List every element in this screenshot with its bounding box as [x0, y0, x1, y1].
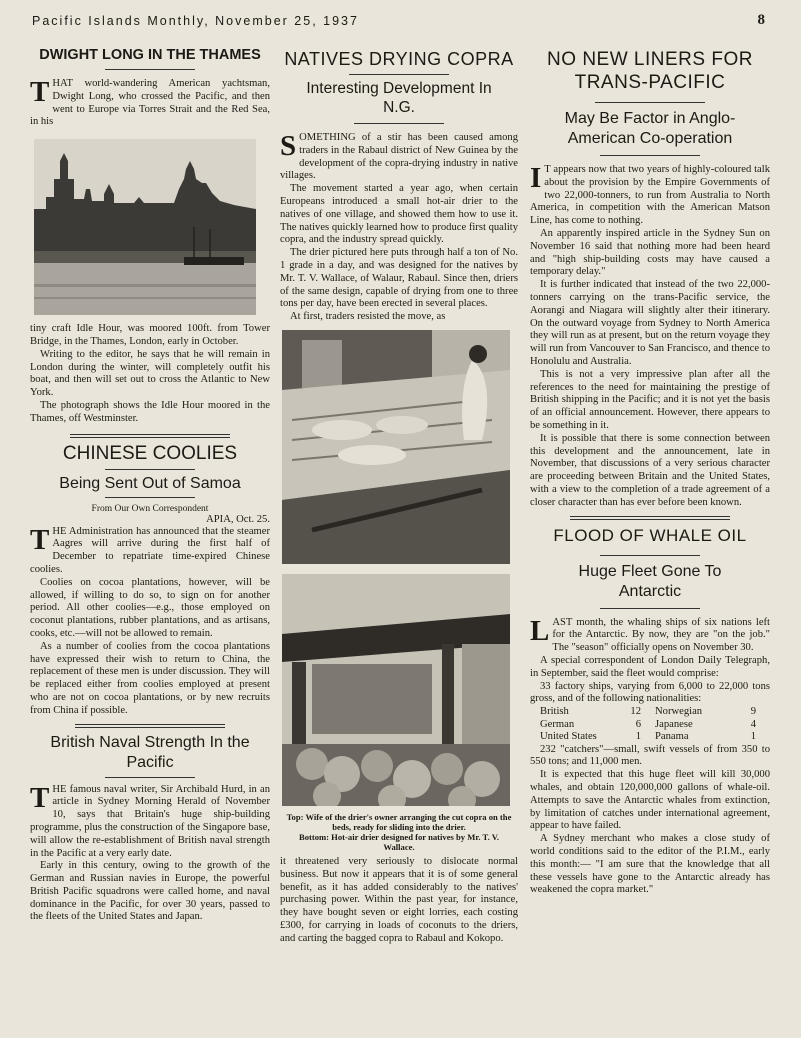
- masthead: Pacific Islands Monthly, November 25, 1937: [32, 14, 359, 28]
- nation-count: 9: [750, 706, 756, 718]
- paragraph: Early in this century, owing to the growth of the German and Russian navies in Europe, the powerful British Pacific squadrons were called home, and naval dominance in the Pacific, for over 30 years, passed to the fleets of the United States and Japan.: [30, 860, 270, 923]
- lead-paragraph: HE famous naval writer, Sir Archibald Hurd, in an article in Sydney Morning Herald of November 10, says that Britain's huge ship-building programme, plus the construction of the Singapore base, will allow the re-establishment of British naval strength in the Pacific at a very early date.: [30, 783, 270, 859]
- caption-bottom: Bottom: Hot-air drier designed for natives by Mr. T. V. Wallace.: [298, 831, 500, 852]
- paragraph: A Sydney merchant who makes a close study of world conditions said to the editor of the P.I.M., early this month:— "I am sure that the knowledge that all these vessels have gone to the Antarctic already has weakened the copra market.": [530, 833, 770, 896]
- paragraph: The drier pictured here puts through half a ton of No. 1 grade in a day, and was designed for the natives by Mr. T. V. Wallace, of Walaur, Rabaul. Since then, driers of the same design, capable of drying from one to three tons per day, have been erected in several places.: [280, 247, 518, 310]
- paragraph: It is possible that there is some connection between this development and the announcement, late in November, that discussions of a very serious character are proceeding between Britain and the United States, with a view to the completion of a trade agreement of a closer character than has ever before been known.: [530, 432, 770, 508]
- paragraph: Writing to the editor, he says that he will remain in London during the winter, will completely outfit his boat, and then will set out to cross the Atlantic to New York.: [30, 348, 270, 399]
- table-row: [540, 706, 770, 719]
- nation-count: 1: [750, 731, 756, 743]
- paragraph: As a number of coolies from the cocoa plantations have expressed their wish to return to China, the replacement of these men is under discussion. They will be replaced either from coolies employed at present who are not on cocoa plantations, or by new recruits from China if possible.: [30, 640, 270, 716]
- paragraph: 33 factory ships, varying from 6,000 to 22,000 tons gross, and of the following nationalities:: [530, 680, 770, 705]
- paragraph: At first, traders resisted the move, as: [290, 311, 446, 323]
- nations-table: [540, 706, 770, 744]
- drop-cap: T: [30, 523, 50, 556]
- photo-copra-beds: [282, 330, 510, 564]
- headline: CHINESE COOLIES: [62, 442, 238, 464]
- headline: NATIVES DRYING COPRA: [284, 49, 514, 69]
- column-right: [530, 40, 770, 897]
- article-chinese-coolies: [30, 434, 270, 718]
- paragraph: It is expected that this huge fleet will kill 30,000 whales, and obtain 120,000,000 gallons of whale-oil. Attempts to save the Antarctic whales from extinction, by limitation of catches under international agreement, appear to have failed.: [530, 769, 770, 832]
- divider: [595, 102, 705, 103]
- nation-count: 12: [630, 706, 641, 718]
- divider: [75, 724, 225, 728]
- lead-paragraph: OMETHING of a stir has been caused among traders in the Rabaul district of New Guinea by the development of the copra-drying industry in native villages.: [280, 132, 518, 182]
- headline: DWIGHT LONG IN THE THAMES: [39, 47, 261, 63]
- drop-cap: T: [30, 76, 50, 108]
- drop-cap: L: [530, 614, 550, 647]
- caption-top: Top: Wife of the drier's owner arranging the cut copra on the beds, ready for sliding into the drier.: [286, 811, 512, 832]
- paragraph: it threatened very seriously to dislocate normal business. But now it appears that it is of some general benefit, as it has added considerably to the natives' purchasing power. Within the past year, for instance, they have bought seven or eight lorries, each costing £300, for carrying in loads of coconuts to the driers, and carting the bagged copra to Rabaul and Kokopo.: [280, 855, 518, 944]
- divider: [105, 469, 195, 470]
- paragraph: 232 "catchers"—small, swift vessels of from 350 to 550 tons; and 11,000 men.: [530, 743, 770, 768]
- paragraph: A special correspondent of London Daily Telegraph, in September, said the fleet would comprise:: [530, 654, 770, 679]
- divider: [105, 777, 195, 778]
- article-no-new-liners: [530, 48, 770, 510]
- lead-paragraph: HE Administration has announced that the steamer Aagres will arrive during the first half of December to repatriate time-expired Chinese coolies.: [30, 525, 270, 575]
- paragraph: The movement started a year ago, when certain Europeans introduced a small hot-air drier to the natives of one village, and showed them how to use it. The natives quickly learned how to produce first quality copra, and the industry spread quickly.: [280, 183, 518, 246]
- nation-name: British: [540, 706, 569, 718]
- column-left: [30, 40, 270, 924]
- divider: [570, 516, 730, 520]
- subheadline: Interesting Development In N.G.: [306, 80, 492, 116]
- page-number: 8: [757, 12, 765, 28]
- article-dwight-long: [30, 48, 270, 426]
- subheadline: Huge Fleet Gone To Antarctic: [578, 562, 722, 600]
- headline: NO NEW LINERS FOR TRANS-PACIFIC: [547, 49, 753, 93]
- subheadline: May Be Factor in Anglo-American Co-operation: [564, 110, 736, 147]
- nation-name: Norwegian: [655, 706, 703, 718]
- nation-count: 4: [750, 718, 756, 730]
- paragraph: It is further indicated that instead of the two 22,000-tonners carrying on the trans-Pacific service, the Aorangi and Niagara will slightly alter their itinerary. On the outward voyage from Sydney to North America they will run as at present, but on the return voyage they will run from Vancouver to San Francisco, and thence to Honolulu and Australia.: [530, 279, 770, 367]
- divider: [600, 555, 700, 556]
- divider: [70, 434, 230, 438]
- lead-paragraph: T appears now that two years of highly-coloured talk about the provision by the Empire Governments of two 22,000-tonners, to run from Australia to North America, in competition with the American Matson Line, has come to nothing.: [530, 164, 770, 227]
- nation-name: Panama: [655, 731, 689, 743]
- article-naval-strength: [30, 724, 270, 925]
- divider: [349, 74, 449, 75]
- drop-cap: T: [30, 781, 50, 814]
- headline: FLOOD OF WHALE OIL: [553, 525, 747, 545]
- photo-hot-air-drier: [282, 574, 510, 806]
- article-whale-oil: [530, 516, 770, 898]
- divider: [600, 608, 700, 609]
- paragraph: An apparently inspired article in the Sydney Sun on November 16 said that nothing more had been heard and "high ship-building costs may have caused a temporary delay.": [530, 227, 770, 278]
- divider: [105, 69, 195, 70]
- divider: [600, 155, 700, 156]
- photo-westminster: [34, 139, 256, 315]
- lead-paragraph: HAT world-wandering American yachtsman, Dwight Long, who crossed the Pacific, and then went to Europe via Torres Strait and the Red Sea, in his: [30, 78, 270, 128]
- subheadline: Being Sent Out of Samoa: [59, 474, 241, 492]
- nation-count: 1: [635, 731, 641, 743]
- photo-caption: [284, 812, 514, 852]
- paragraph: The photograph shows the Idle Hour moored in the Thames, off Westminster.: [30, 399, 270, 424]
- headline: British Naval Strength In the Pacific: [50, 733, 250, 771]
- lead-paragraph: AST month, the whaling ships of six nations left for the Antarctic. By now, they are "on the job." The "season" officially opens on November 30.: [552, 616, 770, 654]
- paragraph: Coolies on cocoa plantations, however, will be allowed, if willing to do so, to sign on for another period. All other coolies—e.g., those employed on coconut plantations, rubber plantations, and as artisans, cooks, etc.—will not be allowed to remain.: [30, 576, 270, 639]
- byline: From Our Own Correspondent: [91, 503, 209, 514]
- drop-cap: I: [530, 162, 542, 194]
- nation-name: United States: [540, 731, 597, 743]
- nation-name: German: [540, 718, 575, 730]
- page-header: [32, 14, 765, 34]
- paragraph: tiny craft Idle Hour, was moored 100ft. from Tower Bridge, in the Thames, London, early in October.: [30, 323, 270, 347]
- column-middle: [280, 40, 518, 946]
- dateline: APIA, Oct. 25.: [206, 513, 270, 525]
- table-row: [540, 719, 770, 732]
- table-row: [540, 731, 770, 744]
- divider: [354, 123, 444, 124]
- nation-name: Japanese: [655, 718, 693, 730]
- paragraph: This is not a very impressive plan after all the references to the need for maintaining the prestige of British shipping in the Pacific; and it is not yet the basis of an official announcement. However, there appears to be something in it.: [530, 368, 770, 431]
- divider: [105, 497, 195, 498]
- nation-count: 6: [635, 718, 641, 730]
- drop-cap: S: [280, 130, 297, 162]
